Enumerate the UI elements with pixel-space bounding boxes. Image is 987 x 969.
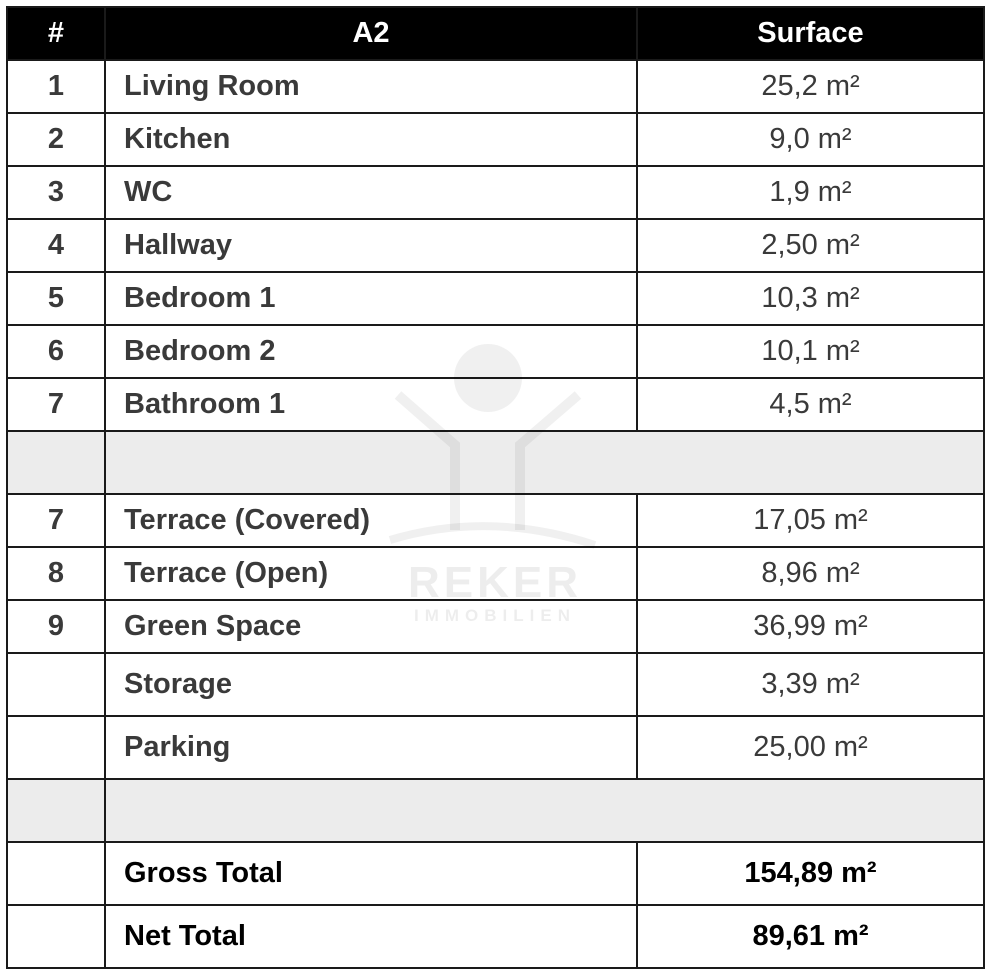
row-num <box>7 905 105 968</box>
row-num <box>7 842 105 905</box>
row-surface: 1,9 m² <box>637 166 984 219</box>
row-num: 7 <box>7 494 105 547</box>
row-name: Hallway <box>105 219 637 272</box>
row-name: Storage <box>105 653 637 716</box>
header-num: # <box>7 7 105 60</box>
row-surface: 8,96 m² <box>637 547 984 600</box>
header-apartment: A2 <box>105 7 637 60</box>
row-num: 5 <box>7 272 105 325</box>
watermark-sub: IMMOBILIEN <box>414 606 576 625</box>
row-name: Parking <box>105 716 637 779</box>
table-row <box>7 547 984 600</box>
spacer-cell <box>7 431 105 494</box>
net-total-value: 89,61 m² <box>637 905 984 968</box>
table-row <box>7 653 984 716</box>
header-row <box>7 7 984 60</box>
table-row <box>7 219 984 272</box>
surface-table <box>6 6 985 969</box>
row-num: 9 <box>7 600 105 653</box>
table-row <box>7 325 984 378</box>
row-surface: 17,05 m² <box>637 494 984 547</box>
gross-total-label: Gross Total <box>105 842 637 905</box>
row-num <box>7 716 105 779</box>
row-name: Bedroom 1 <box>105 272 637 325</box>
net-total-label: Net Total <box>105 905 637 968</box>
table-row <box>7 60 984 113</box>
row-name: WC <box>105 166 637 219</box>
spacer-row <box>7 779 984 842</box>
table-row <box>7 600 984 653</box>
row-surface: 25,2 m² <box>637 60 984 113</box>
row-surface: 4,5 m² <box>637 378 984 431</box>
table-row <box>7 716 984 779</box>
row-surface: 25,00 m² <box>637 716 984 779</box>
header-surface: Surface <box>637 7 984 60</box>
row-surface: 36,99 m² <box>637 600 984 653</box>
table-row <box>7 378 984 431</box>
row-num: 7 <box>7 378 105 431</box>
row-num: 8 <box>7 547 105 600</box>
table-row <box>7 494 984 547</box>
row-num: 3 <box>7 166 105 219</box>
row-surface: 10,1 m² <box>637 325 984 378</box>
row-name: Terrace (Covered) <box>105 494 637 547</box>
row-num: 4 <box>7 219 105 272</box>
gross-total-value: 154,89 m² <box>637 842 984 905</box>
row-num: 6 <box>7 325 105 378</box>
row-num <box>7 653 105 716</box>
spacer-row <box>7 431 984 494</box>
row-num: 1 <box>7 60 105 113</box>
table-row <box>7 272 984 325</box>
row-surface: 3,39 m² <box>637 653 984 716</box>
row-name: Kitchen <box>105 113 637 166</box>
spacer-cell <box>105 431 984 494</box>
watermark-brand: REKER <box>407 558 583 607</box>
row-name: Green Space <box>105 600 637 653</box>
spacer-cell <box>7 779 105 842</box>
table-row <box>7 113 984 166</box>
row-name: Living Room <box>105 60 637 113</box>
gross-total-row <box>7 842 984 905</box>
row-surface: 10,3 m² <box>637 272 984 325</box>
row-name: Bedroom 2 <box>105 325 637 378</box>
spacer-cell <box>105 779 984 842</box>
row-surface: 2,50 m² <box>637 219 984 272</box>
row-name: Terrace (Open) <box>105 547 637 600</box>
row-surface: 9,0 m² <box>637 113 984 166</box>
row-name: Bathroom 1 <box>105 378 637 431</box>
net-total-row <box>7 905 984 968</box>
row-num: 2 <box>7 113 105 166</box>
table-row <box>7 166 984 219</box>
